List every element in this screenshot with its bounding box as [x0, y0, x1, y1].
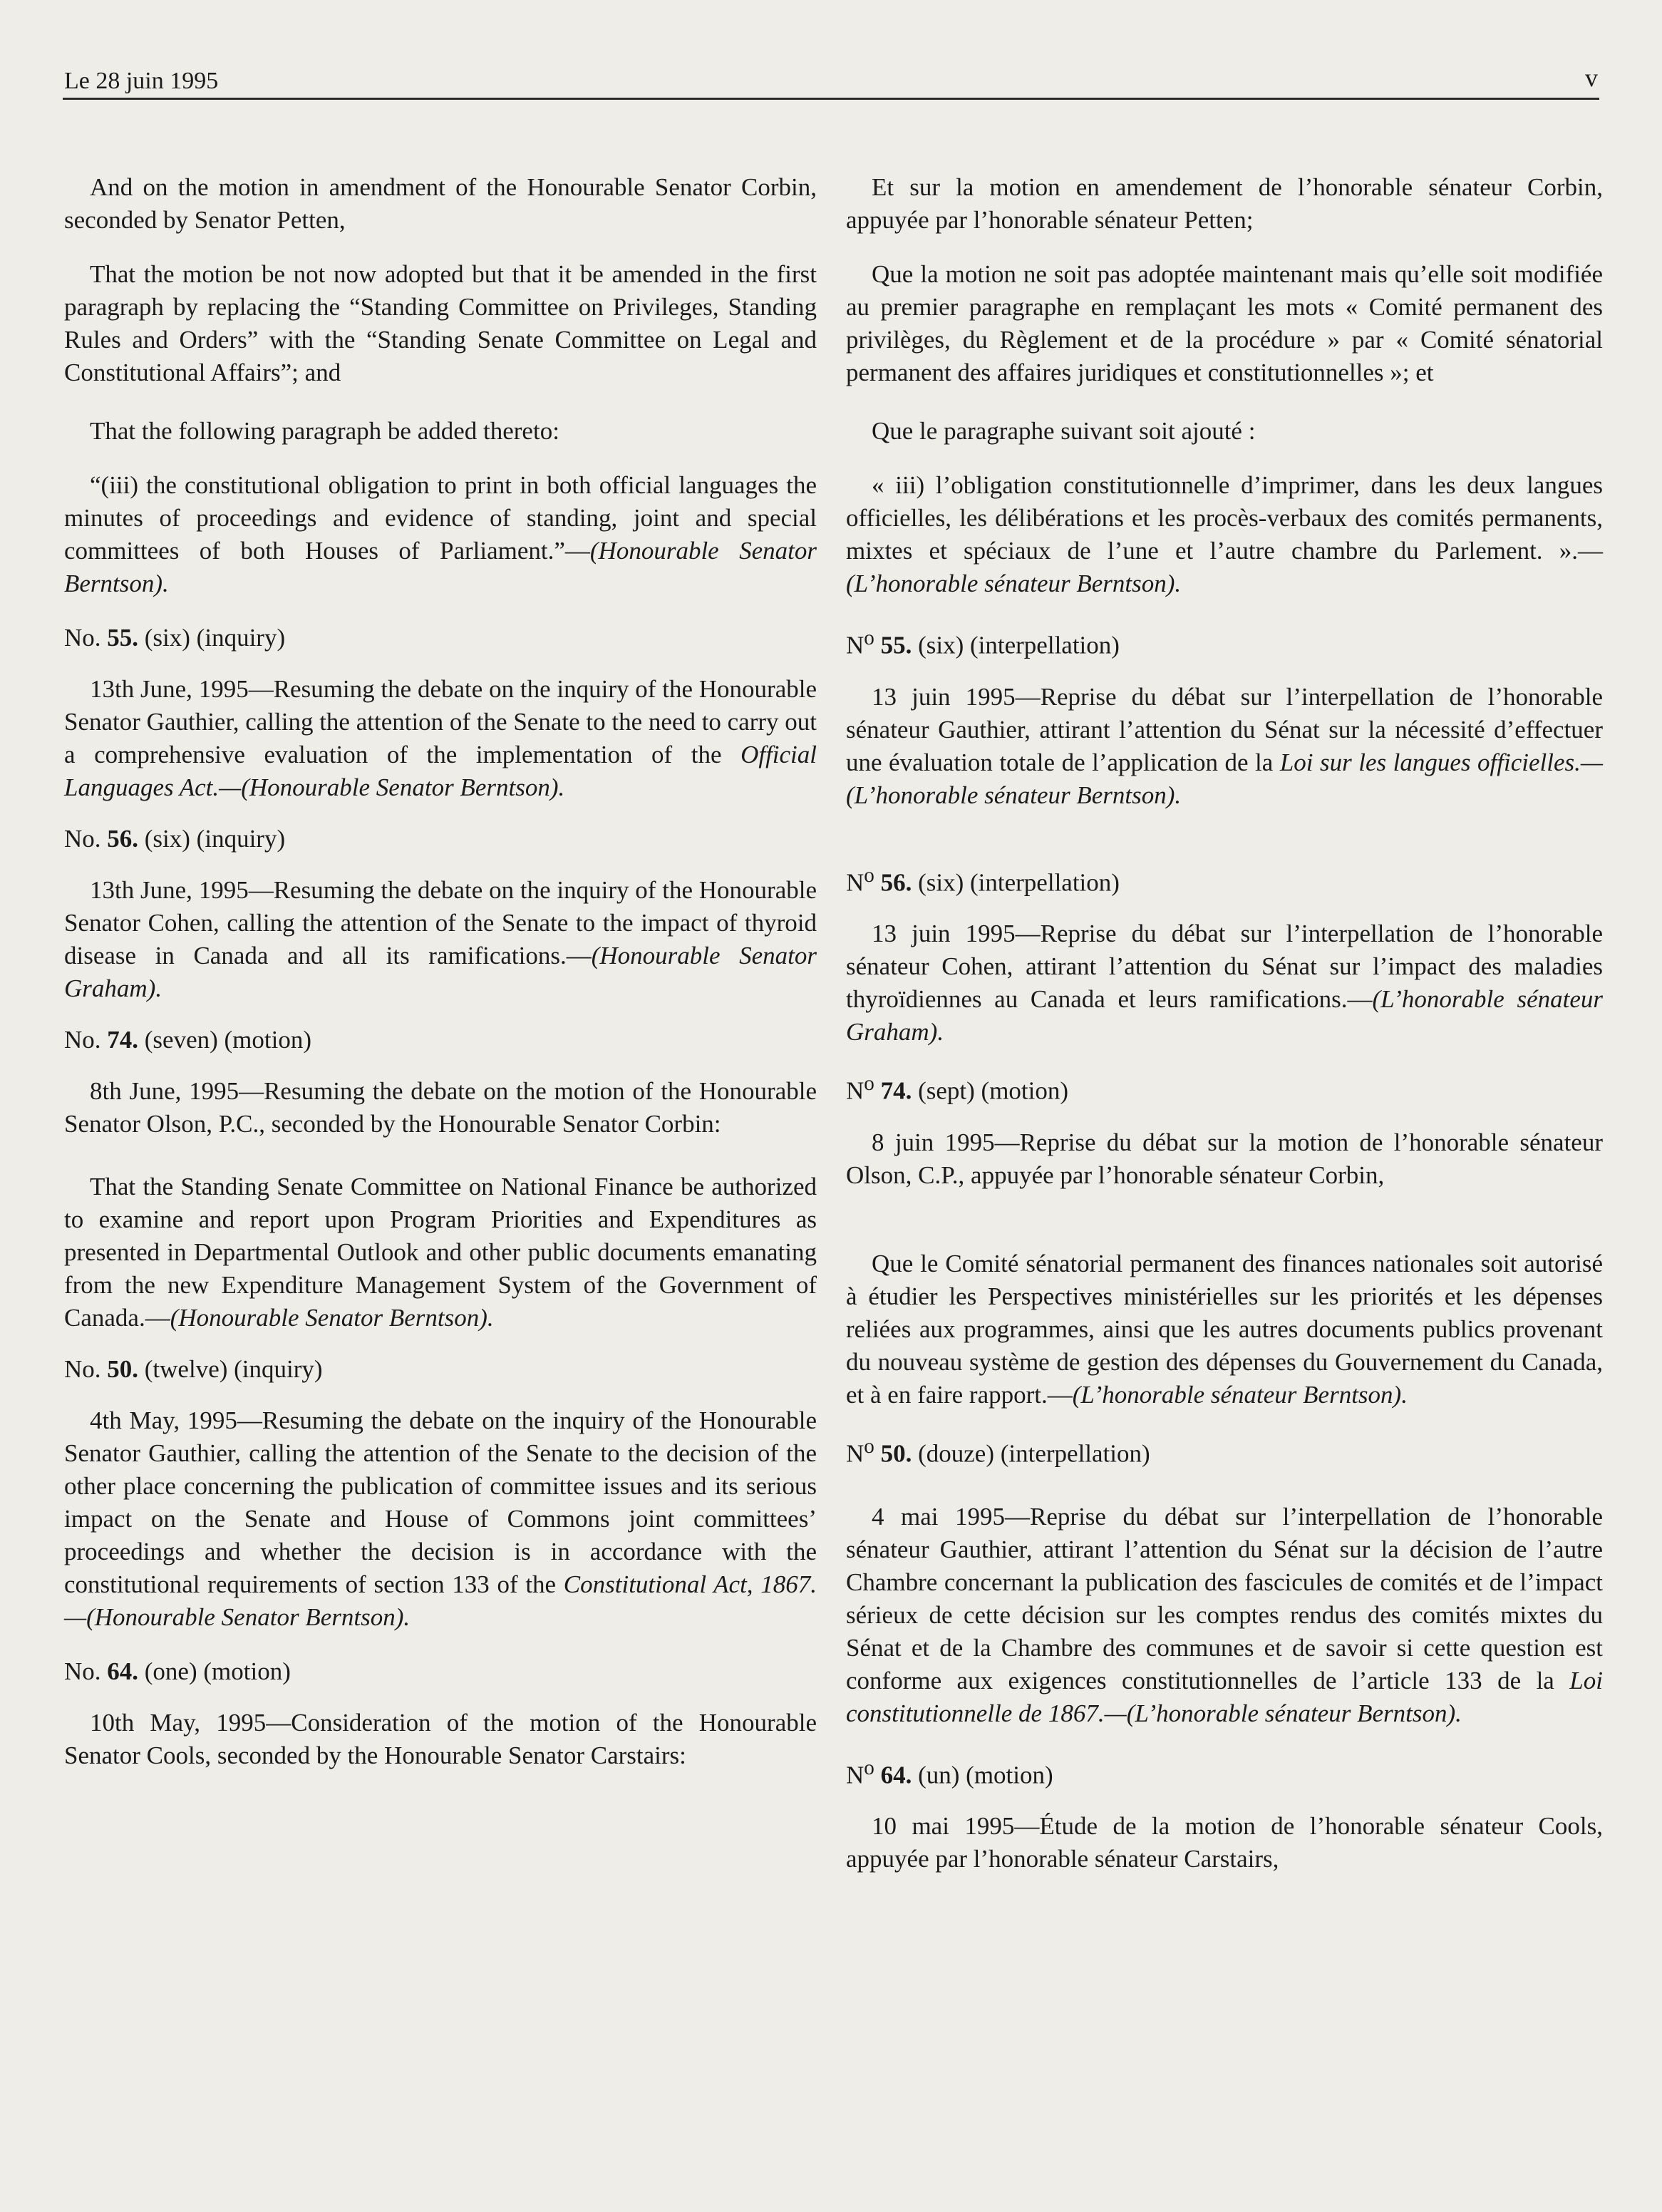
en-item-55-text: 13th June, 1995—Resuming the debate on the inquiry of the Honourable Senator Gauthier, calling the attention of the Senate to the need to carry out a comprehensive evaluation of the implementation of the Official Languages Act.—(Honourable Senator Berntson).	[64, 675, 817, 801]
fr-item-64-text: 10 mai 1995—Étude de la motion de l’honorable sénateur Cools, appuyée par l’honorable sénateur Carstairs,	[846, 1812, 1603, 1873]
en-amendment-1: That the motion be not now adopted but that it be amended in the first paragraph by replacing the “Standing Committee on Privileges, Standing Rules and Orders” with the “Standing Senate Committee on Legal and Constitutional Affairs”; and	[64, 260, 817, 386]
en-amendment-2: That the following paragraph be added thereto:	[90, 417, 559, 445]
fr-item-55-heading: $N^o$ 55. (six) (interpellation)	[846, 627, 1120, 659]
en-amendment-3: “(iii) the constitutional obligation to print in both official languages the minutes of proceedings and evidence of standing, joint and special committees of both Houses of Parliament.”—(Honourable Senator Berntson).	[64, 471, 817, 597]
en-item-64-text: 10th May, 1995—Consideration of the motion of the Honourable Senator Cools, seconded by the Honourable Senator Carstairs:	[64, 1709, 817, 1769]
fr-intro: Et sur la motion en amendement de l’honorable sénateur Corbin, appuyée par l’honorable sénateur Petten;	[846, 173, 1603, 234]
header-page-number: v	[1585, 63, 1598, 92]
en-item-50-text: 4th May, 1995—Resuming the debate on the inquiry of the Honourable Senator Gauthier, calling the attention of the Senate to the decision of the other place concerning the publication of committee issues and its serious impact on the Senate and House of Commons joint committees’ proceedings and whether the decision is in accordance with the constitutional requirements of section 133 of the Constitutional Act, 1867.—(Honourable Senator Berntson).	[64, 1406, 817, 1631]
fr-item-74-heading: $N^o$ 74. (sept) (motion)	[846, 1072, 1069, 1105]
fr-item-55-text: 13 juin 1995—Reprise du débat sur l’interpellation de l’honorable sénateur Gauthier, attirant l’attention du Sénat sur la nécessité d’effectuer une évaluation totale de l’application de la Loi sur les langues officielles.—(L’honorable sénateur Berntson).	[846, 682, 1603, 809]
en-item-74-motion: That the Standing Senate Committee on National Finance be authorized to examine and report upon Program Priorities and Expenditures as presented in Departmental Outlook and other public documents emanating from the new Expenditure Management System of the Government of Canada.—(Honourable Senator Berntson).	[64, 1173, 817, 1332]
fr-item-56-heading: $N^o$ 56. (six) (interpellation)	[846, 863, 1120, 897]
fr-item-50-heading: $N^o$ 50. (douze) (interpellation)	[846, 1434, 1150, 1468]
header-rule	[63, 98, 1599, 100]
en-item-56-heading: No. 56. (six) (inquiry)	[64, 825, 286, 853]
en-item-64-heading: No. 64. (one) (motion)	[64, 1657, 291, 1685]
en-item-74-heading: No. 74. (seven) (motion)	[64, 1026, 312, 1054]
english-column	[64, 171, 817, 1772]
en-item-50-heading: No. 50. (twelve) (inquiry)	[64, 1355, 323, 1383]
fr-amendment-2: Que le paragraphe suivant soit ajouté :	[872, 417, 1256, 445]
en-item-74-text: 8th June, 1995—Resuming the debate on the motion of the Honourable Senator Olson, P.C., seconded by the Honourable Senator Corbin:	[64, 1077, 817, 1138]
en-item-56-text: 13th June, 1995—Resuming the debate on the inquiry of the Honourable Senator Cohen, calling the attention of the Senate to the impact of thyroid disease in Canada and all its ramifications.—(Honourable Senator Graham).	[64, 876, 817, 1002]
fr-item-64-heading: $N^o$ 64. (un) (motion)	[846, 1756, 1053, 1789]
fr-amendment-3: « iii) l’obligation constitutionnelle d’imprimer, dans les deux langues officielles, les délibérations et les procès-verbaux des comités permanents, mixtes et spéciaux de l’une et l’autre chambre du Parlement. ».—(L’honorable sénateur Berntson).	[846, 471, 1603, 597]
fr-item-74-text: 8 juin 1995—Reprise du débat sur la motion de l’honorable sénateur Olson, C.P., appuyée par l’honorable sénateur Corbin,	[846, 1128, 1603, 1189]
fr-item-50-text: 4 mai 1995—Reprise du débat sur l’interpellation de l’honorable sénateur Gauthier, attirant l’attention du Sénat sur la décision de l’autre Chambre concernant la publication des fascicules de comités et de l’impact sérieux de cette décision sur les comptes rendus des comités mixtes du Sénat et de la Chambre des communes et de savoir si cette question est conforme aux exigences constitutionnelles de l’article 133 de la Loi constitutionnelle de 1867.—(L’honorable sénateur Berntson).	[846, 1502, 1603, 1727]
french-column	[846, 171, 1603, 1876]
fr-item-74-motion: Que le Comité sénatorial permanent des finances nationales soit autorisé à étudier les Perspectives ministérielles sur les priorités et les dépenses reliées aux programmes, ainsi que les autres documents publics provenant du nouveau système de gestion des dépenses du Gouvernement du Canada, et à en faire rapport.—(L’honorable sénateur Berntson).	[846, 1249, 1603, 1409]
fr-amendment-1: Que la motion ne soit pas adoptée maintenant mais qu’elle soit modifiée au premier paragraphe en remplaçant les mots « Comité permanent des privilèges, du Règlement et de la procédure » par « Comité sénatorial permanent des affaires juridiques et constitutionnelles »; et	[846, 260, 1603, 386]
en-item-55-heading: No. 55. (six) (inquiry)	[64, 624, 286, 652]
en-intro: And on the motion in amendment of the Honourable Senator Corbin, seconded by Senator Petten,	[64, 173, 817, 234]
fr-item-56-text: 13 juin 1995—Reprise du débat sur l’interpellation de l’honorable sénateur Cohen, attirant l’attention du Sénat sur l’impact des maladies thyroïdiennes au Canada et leurs ramifications.—(L’honorable sénateur Graham).	[846, 920, 1603, 1046]
header-date: Le 28 juin 1995	[64, 68, 219, 94]
